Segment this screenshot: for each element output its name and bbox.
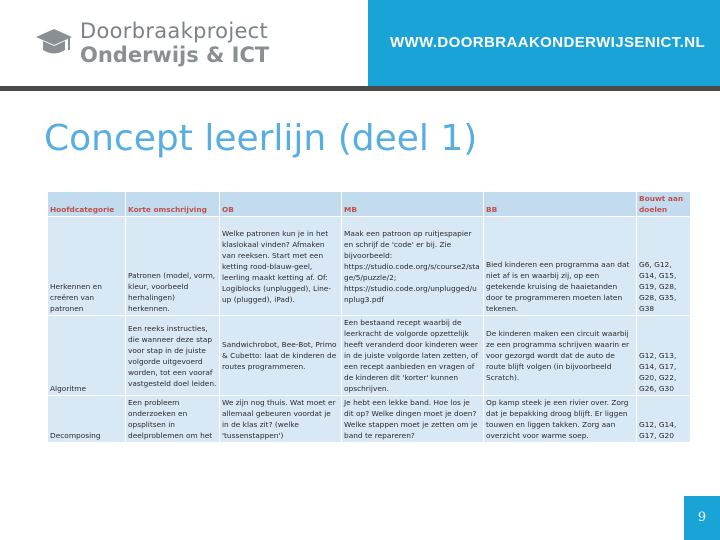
logo-subtitle: Onderwijs & ICT <box>80 43 270 67</box>
site-url[interactable]: WWW.DOORBRAAKONDERWIJSENICT.NL <box>390 34 706 51</box>
curriculum-table <box>47 191 690 440</box>
column-header: BB <box>484 192 637 217</box>
table-row <box>48 396 691 443</box>
curriculum-table-grid <box>47 191 691 443</box>
table-cell-category: Decomposing <box>48 396 126 443</box>
table-header-row <box>48 192 691 217</box>
table-cell-bb: Op kamp steek je een rivier over. Zorg dat je bepakking droog blijft. Er liggen touwen en liggen takken. Zorg aan overzicht voor warme soep. <box>484 396 637 443</box>
column-header: Korte omschrijving <box>126 192 220 217</box>
header-divider <box>0 86 720 91</box>
table-cell-mb: Een bestaand recept waarbij de leerkracht de volgorde opzettelijk heeft veranderd door kinderen weer in de juiste volgorde laten zetten, of een recept aanbieden en vragen of de kinderen dit 'korter' kunnen opschrijven. <box>342 316 484 396</box>
header-url-banner <box>368 0 720 86</box>
table-cell-ob: We zijn nog thuis. Wat moet er allemaal gebeuren voordat je in de klas zit? (welke 'tussenstappen') <box>220 396 342 443</box>
logo-title: Doorbraakproject <box>80 19 269 43</box>
header-logo-area <box>0 0 368 86</box>
table-cell-mb: Maak een patroon op ruitjespapier en schrijf de 'code' er bij. Zie bijvoorbeeld: https://studio.code.org/s/course2/stage/5/puzzle/2; https://studio.code.org/unplugged/unplug3.pdf <box>342 217 484 316</box>
table-cell-ob: Sandwichrobot, Bee-Bot, Primo & Cubetto: laat de kinderen de routes programmeren. <box>220 316 342 396</box>
table-row <box>48 217 691 316</box>
table-cell-description: Een reeks instructies, die wanneer deze stap voor stap in de juiste volgorde uitgevoerd worden, tot een vooraf vastgesteld doel leiden. <box>126 316 220 396</box>
table-row <box>48 316 691 396</box>
column-header: MB <box>342 192 484 217</box>
table-cell-description: Een probleem onderzoeken en opsplitsen in deelproblemen om het <box>126 396 220 443</box>
table-cell-goals: G6, G12, G14, G15, G19, G28, G28, G35, G38 <box>637 217 691 316</box>
table-cell-description: Patronen (model, vorm, kleur, voorbeeld herhalingen) herkennen. <box>126 217 220 316</box>
graduation-cap-icon <box>34 26 74 58</box>
column-header: Hoofdcategorie <box>48 192 126 217</box>
table-cell-category: Algoritme <box>48 316 126 396</box>
page-number: 9 <box>684 496 720 540</box>
table-cell-ob: Welke patronen kun je in het klaslokaal vinden? Afmaken van reeksen. Start met een ketting rood-blauw-geel, leerling maakt ketting af. Of: Logiblocks (unplugged), Line-up (plugged), iPad). <box>220 217 342 316</box>
page-title: Concept leerlijn (deel 1) <box>44 118 478 159</box>
table-cell-goals: G12, G13, G14, G17, G20, G22, G26, G30 <box>637 316 691 396</box>
column-header: OB <box>220 192 342 217</box>
table-cell-category: Herkennen en creëren van patronen <box>48 217 126 316</box>
table-cell-bb: De kinderen maken een circuit waarbij ze een programma schrijven waarin er voor gezorgd wordt dat de auto de route blijft volgen (in bijvoorbeeld Scratch). <box>484 316 637 396</box>
table-cell-bb: Bied kinderen een programma aan dat niet af is en waarbij zij, op een getekende kruising de haaietanden door te programmeren moeten laten tekenen. <box>484 217 637 316</box>
column-header: Bouwt aan doelen <box>637 192 691 217</box>
table-cell-mb: Je hebt een lekke band. Hoe los je dit op? Welke dingen moet je doen? Welke stappen moet je zetten om je band te repareren? <box>342 396 484 443</box>
table-cell-goals: G12, G14, G17, G20 <box>637 396 691 443</box>
